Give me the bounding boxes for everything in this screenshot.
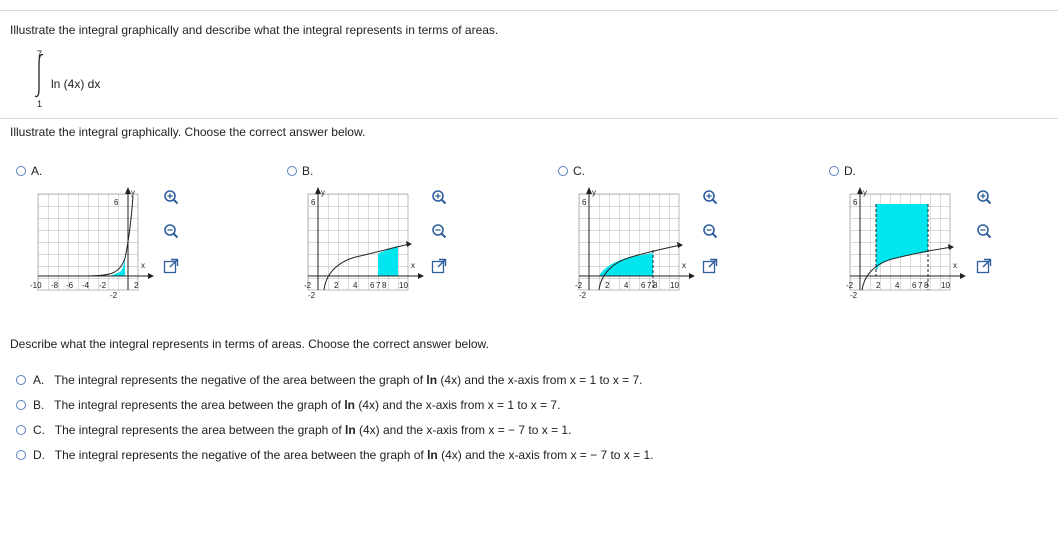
tick-label: 7 (647, 281, 652, 290)
tick-label: 10 (399, 281, 408, 290)
graph-option-a (30, 184, 155, 299)
tick-label: 6 (114, 198, 119, 207)
tick-label: 6 (582, 198, 587, 207)
tick-label: 10 (941, 281, 950, 290)
tick-label: -4 (82, 281, 90, 290)
zoom-out-icon[interactable] (431, 223, 447, 239)
curve-arrow (948, 244, 954, 250)
tick-label: 8 (382, 281, 387, 290)
integral-upper-limit: 7 (37, 49, 43, 59)
tick-label: 6 (853, 198, 858, 207)
tick-label: 4 (353, 281, 358, 290)
part2-prompt: Describe what the integral represents in terms of areas. Choose the correct answer below. (10, 337, 489, 351)
integral-sign-icon (33, 52, 47, 100)
desc-option-a-post: (4x) and the x-axis from x = 1 to x = 7. (437, 373, 643, 387)
top-divider (0, 10, 1058, 11)
desc-option-b-pre: The integral represents the area between the graph of (54, 398, 341, 412)
desc-option-b-post: (4x) and the x-axis from x = 1 to x = 7. (355, 398, 561, 412)
tick-label: 10 (670, 281, 679, 290)
zoom-in-icon[interactable] (163, 189, 179, 205)
tick-label: -2 (308, 291, 316, 299)
tick-label: -2 (579, 291, 587, 299)
curve-arrow (406, 241, 412, 247)
desc-option-b-fn: ln (344, 398, 356, 412)
desc-option-a[interactable] (33, 373, 643, 387)
popout-icon[interactable] (163, 258, 179, 274)
desc-option-a-letter: A. (33, 373, 45, 387)
desc-option-d[interactable] (33, 448, 654, 462)
axis-label-x: x (141, 261, 145, 270)
question-prompt: Illustrate the integral graphically and describe what the integral represents in terms of areas. (10, 23, 499, 37)
zoom-out-icon[interactable] (163, 223, 179, 239)
zoom-out-icon[interactable] (976, 223, 992, 239)
zoom-in-icon[interactable] (976, 189, 992, 205)
option-d-radio[interactable] (829, 166, 839, 176)
desc-option-d-pre: The integral represents the negative of the area between the graph of (54, 448, 424, 462)
desc-option-d-post: (4x) and the x-axis from x = − 7 to x = 1. (437, 448, 654, 462)
popout-icon[interactable] (976, 258, 992, 274)
desc-option-c[interactable] (33, 423, 571, 437)
option-c-radio[interactable] (558, 166, 568, 176)
tick-label: 4 (624, 281, 629, 290)
tick-label: 6 (641, 281, 646, 290)
tick-label: -2 (575, 281, 583, 290)
desc-option-c-letter: C. (33, 423, 45, 437)
option-a-label: A. (31, 164, 43, 178)
desc-option-d-fn: ln (427, 448, 438, 462)
section-divider (0, 118, 1058, 119)
integrand: ln (4x) dx (51, 77, 101, 91)
desc-option-d-radio[interactable] (16, 450, 26, 460)
x-axis-arrow (689, 273, 695, 279)
tick-label: 6 (311, 198, 316, 207)
zoom-in-icon[interactable] (431, 189, 447, 205)
x-axis-arrow (960, 273, 966, 279)
desc-option-b-radio[interactable] (16, 400, 26, 410)
tick-label: -6 (66, 281, 74, 290)
desc-option-c-fn: ln (345, 423, 356, 437)
desc-option-c-pre: The integral represents the area between the graph of (54, 423, 342, 437)
tick-label: 6 (370, 281, 375, 290)
graph-option-b (300, 184, 425, 299)
axis-label-y: y (863, 188, 867, 197)
option-a-radio[interactable] (16, 166, 26, 176)
tick-label: 8 (924, 281, 929, 290)
popout-icon[interactable] (431, 258, 447, 274)
desc-option-a-pre: The integral represents the negative of the area between the graph of (54, 373, 424, 387)
axis-label-y: y (131, 188, 135, 197)
tick-label: 4 (895, 281, 900, 290)
x-axis-arrow (418, 273, 424, 279)
tick-label: 2 (876, 281, 881, 290)
desc-option-b-letter: B. (33, 398, 45, 412)
desc-option-a-fn: ln (426, 373, 438, 387)
tick-label: 2 (605, 281, 610, 290)
axis-label-y: y (321, 188, 325, 197)
axis-label-x: x (953, 261, 957, 270)
tick-label: -10 (30, 281, 42, 290)
integral-lower-limit: 1 (37, 99, 43, 109)
x-axis-arrow (148, 273, 154, 279)
desc-option-b[interactable] (33, 398, 560, 412)
tick-label: 7 (918, 281, 923, 290)
tick-label: 2 (134, 281, 139, 290)
tick-label: -2 (99, 281, 107, 290)
zoom-in-icon[interactable] (702, 189, 718, 205)
tick-label: 7 (376, 281, 381, 290)
tick-label: -2 (846, 281, 854, 290)
desc-option-c-post: (4x) and the x-axis from x = − 7 to x = 1. (355, 423, 572, 437)
curve-arrow (677, 242, 683, 248)
tick-label: 2 (334, 281, 339, 290)
tick-label: -2 (110, 291, 118, 299)
option-b-radio[interactable] (287, 166, 297, 176)
tick-label: 8 (653, 281, 658, 290)
tick-label: -2 (304, 281, 312, 290)
tick-label: -2 (850, 291, 858, 299)
axis-label-y: y (592, 188, 596, 197)
graph-option-d (842, 184, 967, 299)
desc-option-d-letter: D. (33, 448, 45, 462)
part1-prompt: Illustrate the integral graphically. Choose the correct answer below. (10, 125, 366, 139)
graph-option-c (571, 184, 696, 299)
axis-label-x: x (682, 261, 686, 270)
zoom-out-icon[interactable] (702, 223, 718, 239)
option-d-label: D. (844, 164, 856, 178)
axis-label-x: x (411, 261, 415, 270)
tick-label: -8 (51, 281, 59, 290)
desc-option-c-radio[interactable] (16, 425, 26, 435)
tick-label: 6 (912, 281, 917, 290)
desc-option-a-radio[interactable] (16, 375, 26, 385)
option-c-label: C. (573, 164, 585, 178)
popout-icon[interactable] (702, 258, 718, 274)
option-b-label: B. (302, 164, 314, 178)
